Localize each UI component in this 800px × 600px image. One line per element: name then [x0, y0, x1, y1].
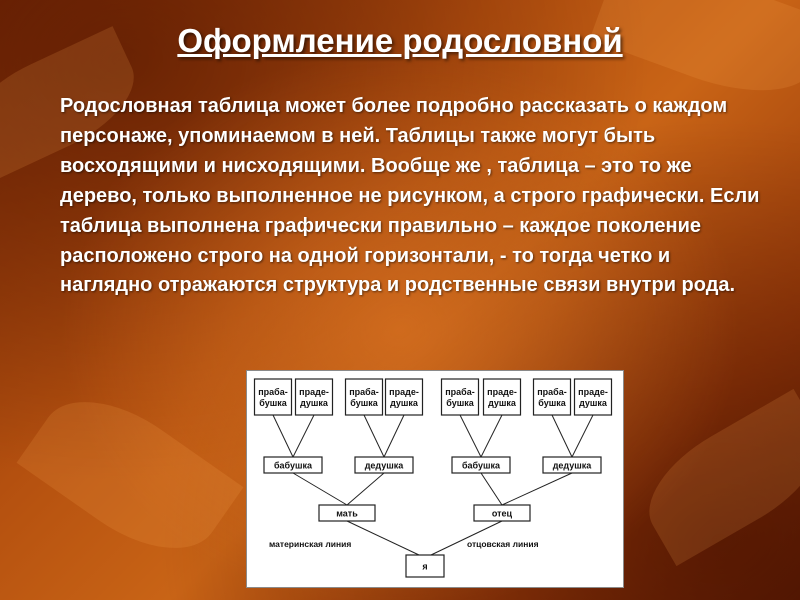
- parent-label: отец: [491, 508, 513, 519]
- great-grandparent-label: праба-: [349, 387, 379, 397]
- great-grandparent-label: праба-: [258, 387, 288, 397]
- great-grandparent-label: душка: [488, 398, 516, 408]
- connector-line: [481, 473, 502, 505]
- great-grandparent-label: душка: [579, 398, 607, 408]
- great-grandparent-label: праба-: [537, 387, 567, 397]
- grandparent-label: бабушка: [273, 460, 313, 471]
- connector-line: [384, 415, 404, 457]
- parent-label: мать: [336, 508, 358, 519]
- connector-line: [572, 415, 593, 457]
- pedigree-diagram: [246, 370, 624, 588]
- slide-title: Оформление родословной: [177, 22, 623, 59]
- slide-body-text: Родословная таблица может более подробно рассказать о каждом персонаже, упоминаемом в ней. Таблицы также могут быть восходящими и нисходящими. Вообще же , таблица – это то же дерево, только выполненное не рисунком, а строго графически. Если таблица выполнена графически правильно – каждое поколение расположено строго на одной горизонтали, - то тогда четко и наглядно отражаются структура и родственные связи внутри рода.: [60, 95, 760, 297]
- grandparent-label: бабушка: [461, 460, 501, 471]
- great-grandparent-label: праде-: [487, 387, 517, 397]
- grandparent-label: дедушка: [364, 460, 404, 471]
- connector-line: [364, 415, 384, 457]
- maternal-line-label: материнская линия: [269, 539, 352, 549]
- connector-line: [460, 415, 481, 457]
- great-grandparent-box: [534, 379, 571, 415]
- great-grandparent-box: [386, 379, 423, 415]
- great-grandparent-box: [484, 379, 521, 415]
- connector-line: [431, 521, 502, 555]
- great-grandparent-label: праде-: [389, 387, 419, 397]
- decor-leaf: [17, 373, 244, 578]
- great-grandparent-box: [346, 379, 383, 415]
- great-grandparent-label: праде-: [578, 387, 608, 397]
- decor-leaf: [629, 389, 800, 566]
- paternal-line-label: отцовская линия: [467, 539, 539, 549]
- connector-line: [481, 415, 502, 457]
- great-grandparent-label: душка: [390, 398, 418, 408]
- connector-line: [293, 415, 314, 457]
- connector-line: [347, 473, 384, 505]
- great-grandparent-label: душка: [300, 398, 328, 408]
- great-grandparent-label: бушка: [538, 398, 566, 408]
- great-grandparent-label: бушка: [350, 398, 378, 408]
- connector-line: [347, 521, 419, 555]
- great-grandparent-label: бушка: [446, 398, 474, 408]
- connector-line: [293, 473, 347, 505]
- great-grandparent-box: [255, 379, 292, 415]
- great-grandparent-box: [575, 379, 612, 415]
- great-grandparent-label: праде-: [299, 387, 329, 397]
- great-grandparent-label: бушка: [259, 398, 287, 408]
- self-label: я: [422, 561, 428, 572]
- pedigree-tree-svg: [247, 371, 623, 587]
- connector-line: [552, 415, 572, 457]
- grandparent-label: дедушка: [552, 460, 592, 471]
- great-grandparent-label: праба-: [445, 387, 475, 397]
- great-grandparent-box: [442, 379, 479, 415]
- great-grandparent-box: [296, 379, 333, 415]
- connector-line: [502, 473, 572, 505]
- connector-line: [273, 415, 293, 457]
